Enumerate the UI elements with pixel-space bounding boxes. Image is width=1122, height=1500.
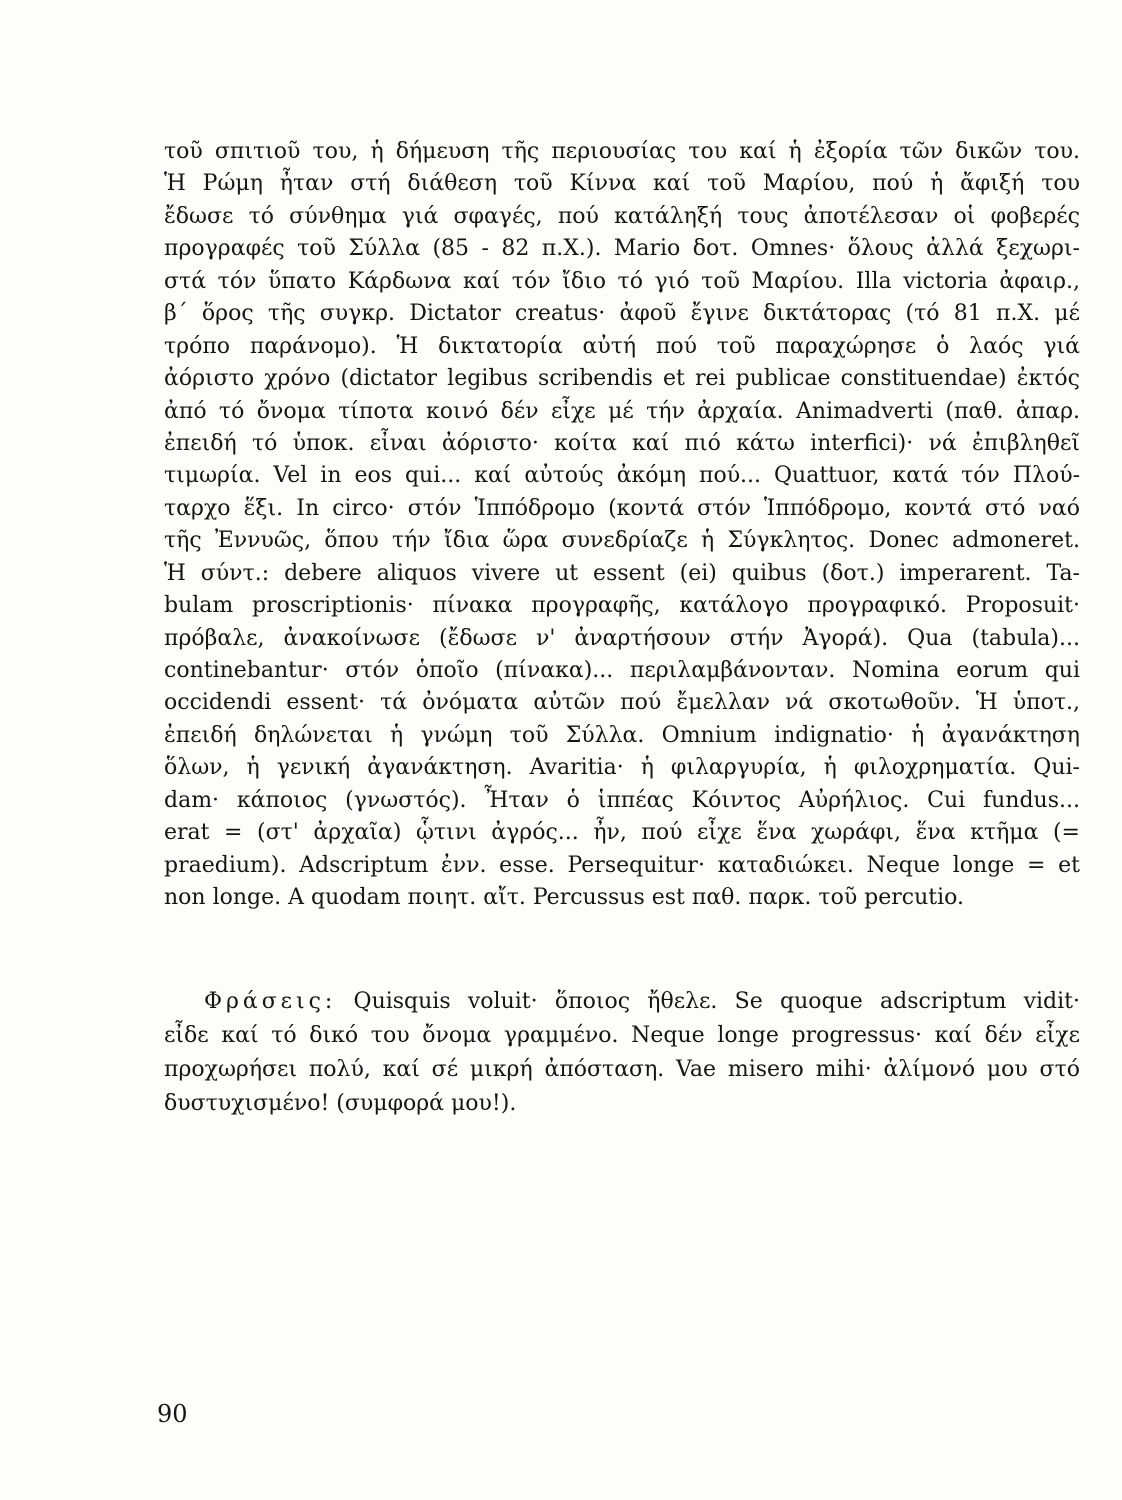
phrases-label: Φράσεις: (204, 989, 337, 1014)
text-line: στά τόν ὕπατο Κάρδωνα καί τόν ἴδιο τό γιό τοῦ Μαρίου. Illa victoria ἀφαιρ., (164, 268, 1080, 294)
text-line: ἀπό τό ὄνομα τίποτα κοινό δέν εἶχε μέ τήν ἀρχαία. Animadverti (παθ. ἀπαρ. (164, 398, 1080, 424)
text-line: ἔδωσε τό σύνθημα γιά σφαγές, πού κατάληξή τους ἀποτέλεσαν οἱ φοβερές (164, 203, 1080, 229)
text-line: β´ ὅρος τῆς συγκρ. Dictator creatus· ἀφοῦ ἔγινε δικτάτορας (τό 81 π.Χ. μέ (164, 301, 1080, 327)
text-line: ταρχο ἕξι. In circo· στόν Ἱππόδρομο (κοντά στόν Ἱππόδρομο, κοντά στό ναό (164, 495, 1080, 521)
text-line: ἐπειδή τό ὑποκ. εἶναι ἀόριστο· κοίτα καί πιό κάτω interfici)· νά ἐπιβληθεῖ (164, 430, 1080, 456)
text-line: ἐπειδή δηλώνεται ἡ γνώμη τοῦ Σύλλα. Omnium indignatio· ἡ ἀγανάκτηση (164, 722, 1080, 748)
text-line: πρόβαλε, ἀνακοίνωσε (ἔδωσε ν' ἀναρτήσουν στήν Ἀγορά). Qua (tabula)... (164, 625, 1080, 651)
text-line: ὅλων, ἡ γενική ἀγανάκτηση. Avaritia· ἡ φιλαργυρία, ἡ φιλοχρηματία. Qui- (164, 755, 1080, 781)
page-number: 90 (157, 1400, 188, 1428)
phrases-first-line (164, 985, 1080, 1019)
text-line: occidendi essent· τά ὀνόματα αὐτῶν πού ἔμελλαν νά σκοτωθοῦν. Ἡ ὑποτ., (164, 690, 1080, 716)
text-line: Quisquis voluit· ὅποιος ἤθελε. Se quoque adscriptum vidit· (336, 989, 1080, 1014)
text-line: dam· κάποιος (γνωστός). Ἦταν ὁ ἱππέας Κόιντος Αὐρήλιος. Cui fundus... (164, 787, 1080, 813)
text-line: τρόπο παράνομο). Ἡ δικτατορία αὐτή πού τοῦ παραχώρησε ὁ λαός γιά (164, 333, 1080, 359)
text-line: erat = (στ' ἀρχαῖα) ᾧτινι ἀγρός... ἦν, πού εἶχε ἕνα χωράφι, ἕνα κτῆμα (= (164, 820, 1080, 846)
text-line: προγραφές τοῦ Σύλλα (85 - 82 π.Χ.). Mario δοτ. Omnes· ὅλους ἀλλά ξεχωρι- (164, 236, 1080, 262)
text-line: τοῦ σπιτιοῦ του, ἡ δήμευση τῆς περιουσίας του καί ἡ ἐξορία τῶν δικῶν του. (164, 139, 1080, 164)
text-line: Ἡ Ρώμη ἦταν στή διάθεση τοῦ Κίννα καί τοῦ Μαρίου, πού ἡ ἄφιξή του (164, 171, 1080, 197)
text-line: δυστυχισμένο! (συμφορά μου!). (164, 1091, 517, 1116)
text-line: continebantur· στόν ὁποῖο (πίνακα)... περιλαμβάνονταν. Nomina eorum qui (164, 658, 1080, 683)
commentary-paragraph (164, 136, 1080, 915)
text-line: εἶδε καί τό δικό του ὄνομα γραμμένο. Neque longe progressus· καί δέν εἶχε (164, 1023, 1080, 1048)
text-line: praedium). Adscriptum ἐνν. esse. Persequitur· καταδιώκει. Neque longe = et (164, 852, 1080, 878)
text-line: τῆς Ἐννυῶς, ὅπου τήν ἴδια ὥρα συνεδρίαζε ἡ Σύγκλητος. Donec admoneret. (164, 528, 1080, 554)
text-line: τιμωρία. Vel in eos qui... καί αὐτούς ἀκόμη πού... Quattuor, κατά τόν Πλού- (164, 463, 1080, 489)
text-line: non longe. A quodam ποιητ. αἴτ. Percussus est παθ. παρκ. τοῦ percutio. (164, 885, 965, 911)
text-line: ἀόριστο χρόνο (dictator legibus scribendis et rei publicae constituendae) ἐκτός (164, 366, 1080, 392)
text-line: Ἡ σύντ.: debere aliquos vivere ut essent (ei) quibus (δοτ.) imperarent. Ta- (164, 560, 1080, 586)
text-line: bulam proscriptionis· πίνακα προγραφῆς, κατάλογο προγραφικό. Proposuit· (164, 593, 1080, 619)
phrases-paragraph (164, 985, 1080, 1121)
text-line: προχωρήσει πολύ, καί σέ μικρή ἀπόσταση. Vae misero mihi· ἀλίμονό μου στό (164, 1057, 1080, 1082)
